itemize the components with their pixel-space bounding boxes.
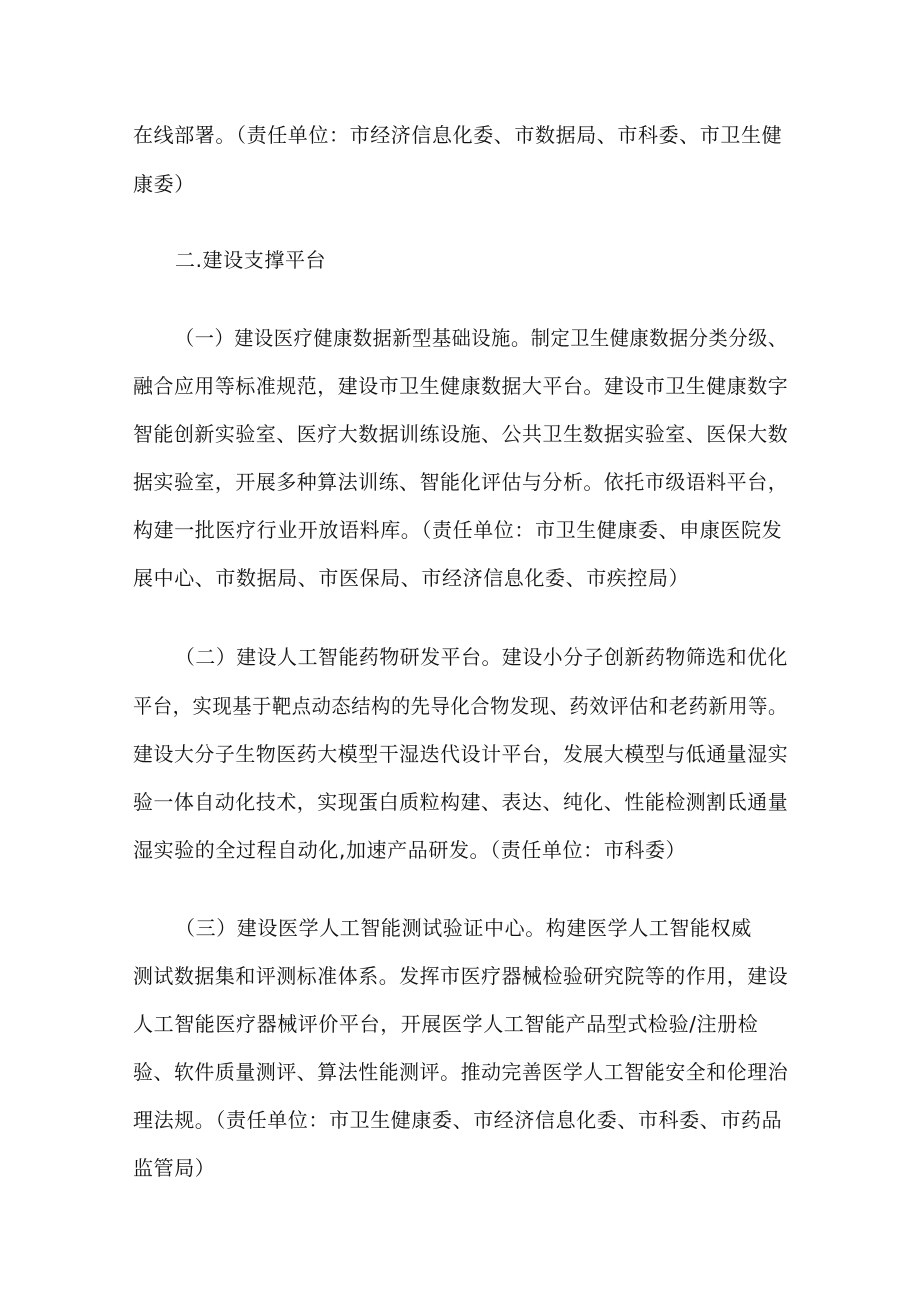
paragraph-1-line-5: 构建一批医疗行业开放语料库。（责任单位：市卫生健康委、申康医院发 [133, 518, 783, 542]
paragraph-3-line-6: 监管局） [133, 1156, 216, 1180]
paragraph-2-line-1: （二）建设人工智能药物研发平台。建设小分子创新药物筛选和优化 [175, 645, 788, 669]
paragraph-1-line-2: 融合应用等标准规范，建设市卫生健康数据大平台。建设市卫生健康数字 [133, 374, 789, 398]
paragraph-2-line-3: 建设大分子生物医药大模型干湿迭代设计平台，发展大模型与低通量湿实 [133, 742, 789, 766]
paragraph-1-line-3: 智能创新实验室、医疗大数据训练设施、公共卫生数据实验室、医保大数 [133, 422, 789, 446]
section-heading: 二.建设支撑平台 [175, 248, 327, 272]
paragraph-2-line-4: 验一体自动化技术，实现蛋白质粒构建、表达、纯化、性能检测割氐通量 [133, 790, 789, 814]
paragraph-3-line-3: 人工智能医疗器械评价平台，开展医学人工智能产品型式检验/注册检 [133, 1012, 759, 1036]
paragraph-3-line-1: （三）建设医学人工智能测试验证中心。构建医学人工智能权威 [175, 916, 752, 940]
paragraph-2-line-5: 湿实验的全过程自动化,加速产品研发。（责任单位：市科委） [133, 838, 687, 862]
continuation-line-2: 康委） [133, 172, 195, 196]
paragraph-2-line-2: 平台，实现基于靶点动态结构的先导化合物发现、药效评估和老药新用等。 [133, 694, 788, 718]
continuation-line-1: 在线部署。（责任单位：市经济信息化委、市数据局、市科委、市卫生健 [133, 123, 783, 147]
paragraph-3-line-2: 测试数据集和评测标准体系。发挥市医疗器械检验研究院等的作用，建设 [133, 964, 789, 988]
paragraph-1-line-4: 据实验室，开展多种算法训练、智能化评估与分析。依托市级语料平台， [133, 470, 789, 494]
paragraph-1-line-1: （一）建设医疗健康数据新型基础设施。制定卫生健康数据分类分级、 [175, 326, 788, 350]
paragraph-3-line-5: 理法规。（责任单位：市卫生健康委、市经济信息化委、市科委、市药品 [133, 1108, 783, 1132]
paragraph-3-line-4: 验、软件质量测评、算法性能测评。推动完善医学人工智能安全和伦理治 [133, 1060, 789, 1084]
paragraph-1-line-6: 展中心、市数据局、市医保局、市经济信息化委、市疾控局） [133, 566, 690, 590]
